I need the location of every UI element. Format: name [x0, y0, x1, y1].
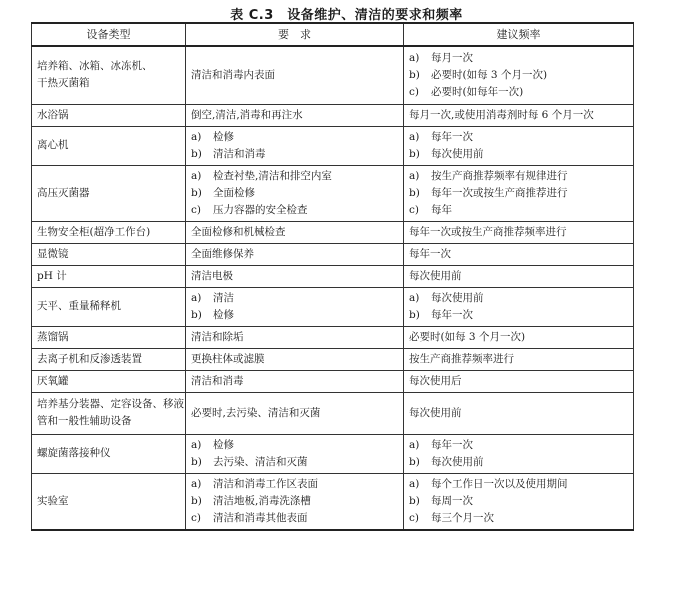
item-marker: a): [191, 477, 202, 490]
equipment-type-cell: [32, 265, 186, 287]
list-item: [409, 84, 628, 101]
frequency-cell: [404, 434, 634, 473]
list-item: [191, 493, 398, 510]
item-marker: b): [409, 147, 420, 160]
item-marker: b): [191, 186, 202, 199]
list-item: [191, 437, 398, 454]
equipment-type-cell: [32, 221, 186, 243]
header-equipment-type: 设备类型: [32, 23, 186, 46]
frequency-cell: [404, 243, 634, 265]
list-item: [191, 510, 398, 527]
item-marker: b): [191, 308, 202, 321]
list-item: [409, 202, 628, 219]
frequency-cell: [404, 392, 634, 434]
table-row: [32, 287, 634, 326]
frequency-cell: [404, 221, 634, 243]
list-item: [409, 493, 628, 510]
table-row: [32, 165, 634, 221]
maintenance-table: [31, 22, 634, 531]
requirement-cell: [186, 46, 404, 104]
item-text: 每三个月一次: [431, 511, 494, 524]
equipment-type: 水浴锅: [37, 108, 69, 121]
equipment-type-cell: [32, 392, 186, 434]
equipment-type: 实验室: [37, 494, 69, 507]
cell-text: 每年一次: [409, 247, 451, 260]
item-text: 检修: [213, 130, 234, 143]
requirement-cell: [186, 348, 404, 370]
list-item: [191, 290, 398, 307]
item-marker: c): [409, 511, 419, 524]
cell-text: 全面检修和机械检查: [191, 225, 286, 238]
item-marker: b): [409, 308, 420, 321]
item-marker: b): [409, 494, 420, 507]
table-row: [32, 265, 634, 287]
cell-text: 清洁和除垢: [191, 330, 244, 343]
table-row: [32, 46, 634, 104]
requirement-cell: [186, 221, 404, 243]
table-title: 表 C.3 设备维护、清洁的要求和频率: [230, 8, 463, 23]
header-row: [32, 23, 634, 46]
requirement-cell: [186, 370, 404, 392]
list-item: [191, 476, 398, 493]
equipment-type-cell: [32, 434, 186, 473]
list-item: [191, 307, 398, 324]
frequency-cell: [404, 287, 634, 326]
cell-text: 每月一次,或使用消毒剂时每 6 个月一次: [409, 108, 594, 121]
item-text: 每年一次: [431, 438, 473, 451]
requirement-cell: [186, 243, 404, 265]
cell-text: 每年一次或按生产商推荐频率进行: [409, 225, 567, 238]
item-text: 检查衬垫,清洁和排空内室: [213, 169, 332, 182]
frequency-cell: [404, 46, 634, 104]
cell-text: 全面维修保养: [191, 247, 254, 260]
item-text: 清洁: [213, 291, 234, 304]
list-item: [191, 185, 398, 202]
item-marker: a): [409, 477, 420, 490]
item-text: 压力容器的安全检查: [213, 203, 308, 216]
item-marker: a): [191, 291, 202, 304]
equipment-type: 培养箱、冰箱、冰冻机、干热灭菌箱: [37, 60, 153, 90]
equipment-type: 培养基分装器、定容设备、移液管和一般性辅助设备: [37, 398, 184, 427]
cell-text: 必要时(如每 3 个月一次): [409, 330, 526, 343]
list-item: [191, 454, 398, 471]
equipment-type: 高压灭菌器: [37, 186, 90, 199]
requirement-cell: [186, 126, 404, 165]
item-marker: b): [191, 455, 202, 468]
item-text: 清洁和消毒: [213, 147, 266, 160]
list-item: [191, 168, 398, 185]
frequency-cell: [404, 104, 634, 126]
frequency-cell: [404, 126, 634, 165]
equipment-type: pH 计: [37, 269, 67, 282]
requirement-cell: [186, 392, 404, 434]
equipment-type: 显微镜: [37, 247, 69, 260]
item-marker: b): [409, 186, 420, 199]
equipment-type-cell: [32, 243, 186, 265]
requirement-cell: [186, 165, 404, 221]
item-text: 每次使用前: [431, 455, 484, 468]
cell-text: 必要时,去污染、清洁和灭菌: [191, 406, 321, 419]
equipment-type-cell: [32, 473, 186, 530]
item-marker: c): [191, 511, 201, 524]
list-item: [409, 290, 628, 307]
list-item: [191, 146, 398, 163]
item-marker: a): [191, 438, 202, 451]
list-item: [409, 454, 628, 471]
list-item: [409, 437, 628, 454]
table-row: [32, 326, 634, 348]
cell-text: 按生产商推荐频率进行: [409, 352, 514, 365]
table-row: [32, 434, 634, 473]
item-marker: c): [191, 203, 201, 216]
list-item: [409, 129, 628, 146]
item-text: 去污染、清洁和灭菌: [213, 455, 308, 468]
table-row: [32, 473, 634, 530]
list-item: [409, 168, 628, 185]
equipment-type-cell: [32, 165, 186, 221]
requirement-cell: [186, 326, 404, 348]
item-text: 检修: [213, 438, 234, 451]
equipment-type: 厌氧罐: [37, 374, 69, 387]
requirement-cell: [186, 287, 404, 326]
item-text: 每年一次: [431, 308, 473, 321]
equipment-type-cell: [32, 326, 186, 348]
cell-text: 更换柱体或滤膜: [191, 352, 265, 365]
equipment-type: 去离子机和反渗透装置: [37, 352, 142, 365]
equipment-type-cell: [32, 104, 186, 126]
table-row: [32, 392, 634, 434]
equipment-type-cell: [32, 348, 186, 370]
cell-text: 倒空,清洁,消毒和再注水: [191, 108, 303, 121]
table-row: [32, 126, 634, 165]
item-marker: a): [409, 51, 420, 64]
equipment-type-cell: [32, 46, 186, 104]
item-text: 清洁和消毒工作区表面: [213, 477, 318, 490]
list-item: [191, 129, 398, 146]
cell-text: 清洁和消毒: [191, 374, 244, 387]
header-requirement: 要 求: [186, 23, 404, 46]
item-text: 每次使用前: [431, 147, 484, 160]
item-text: 每年: [431, 203, 452, 216]
item-marker: a): [409, 291, 420, 304]
table-row: [32, 370, 634, 392]
equipment-type: 生物安全柜(超净工作台): [37, 225, 151, 238]
item-text: 必要时(如每 3 个月一次): [431, 68, 548, 81]
cell-text: 清洁和消毒内表面: [191, 68, 275, 81]
item-text: 全面检修: [213, 186, 255, 199]
item-text: 每周一次: [431, 494, 473, 507]
table-row: [32, 221, 634, 243]
equipment-type: 蒸馏锅: [37, 330, 69, 343]
item-marker: a): [409, 438, 420, 451]
item-text: 检修: [213, 308, 234, 321]
item-marker: b): [191, 147, 202, 160]
list-item: [409, 146, 628, 163]
frequency-cell: [404, 326, 634, 348]
list-item: [409, 67, 628, 84]
item-text: 清洁和消毒其他表面: [213, 511, 308, 524]
frequency-cell: [404, 348, 634, 370]
equipment-type: 离心机: [37, 139, 69, 151]
cell-text: 每次使用后: [409, 374, 462, 387]
list-item: [191, 202, 398, 219]
item-marker: c): [409, 203, 419, 216]
list-item: [409, 476, 628, 493]
item-marker: a): [191, 169, 202, 182]
equipment-type-cell: [32, 370, 186, 392]
equipment-type-cell: [32, 287, 186, 326]
table-body: [32, 46, 634, 530]
item-text: 每年一次: [431, 130, 473, 143]
cell-text: 每次使用前: [409, 406, 462, 419]
item-marker: a): [191, 130, 202, 143]
list-item: [409, 185, 628, 202]
item-text: 每个工作日一次以及使用期间: [431, 477, 568, 490]
frequency-cell: [404, 165, 634, 221]
item-text: 每次使用前: [431, 291, 484, 304]
item-marker: a): [409, 169, 420, 182]
list-item: [409, 307, 628, 324]
equipment-type: 天平、重量稀释机: [37, 300, 121, 312]
item-marker: b): [409, 68, 420, 81]
item-text: 每年一次或按生产商推荐进行: [431, 186, 568, 199]
item-text: 必要时(如每年一次): [431, 85, 524, 98]
requirement-cell: [186, 434, 404, 473]
frequency-cell: [404, 265, 634, 287]
item-marker: b): [191, 494, 202, 507]
item-marker: a): [409, 130, 420, 143]
list-item: [409, 510, 628, 527]
table-row: [32, 243, 634, 265]
cell-text: 每次使用前: [409, 269, 462, 282]
equipment-type: 螺旋菌落接种仪: [37, 447, 111, 459]
header-frequency: 建议频率: [404, 23, 634, 46]
equipment-type-cell: [32, 126, 186, 165]
requirement-cell: [186, 473, 404, 530]
table-row: [32, 104, 634, 126]
frequency-cell: [404, 473, 634, 530]
list-item: [409, 50, 628, 67]
item-text: 清洁地板,消毒洗涤槽: [213, 494, 311, 507]
frequency-cell: [404, 370, 634, 392]
cell-text: 清洁电极: [191, 269, 233, 282]
requirement-cell: [186, 265, 404, 287]
item-text: 按生产商推荐频率有规律进行: [431, 169, 568, 182]
table-row: [32, 348, 634, 370]
item-marker: b): [409, 455, 420, 468]
requirement-cell: [186, 104, 404, 126]
item-marker: c): [409, 85, 419, 98]
item-text: 每月一次: [431, 51, 473, 64]
